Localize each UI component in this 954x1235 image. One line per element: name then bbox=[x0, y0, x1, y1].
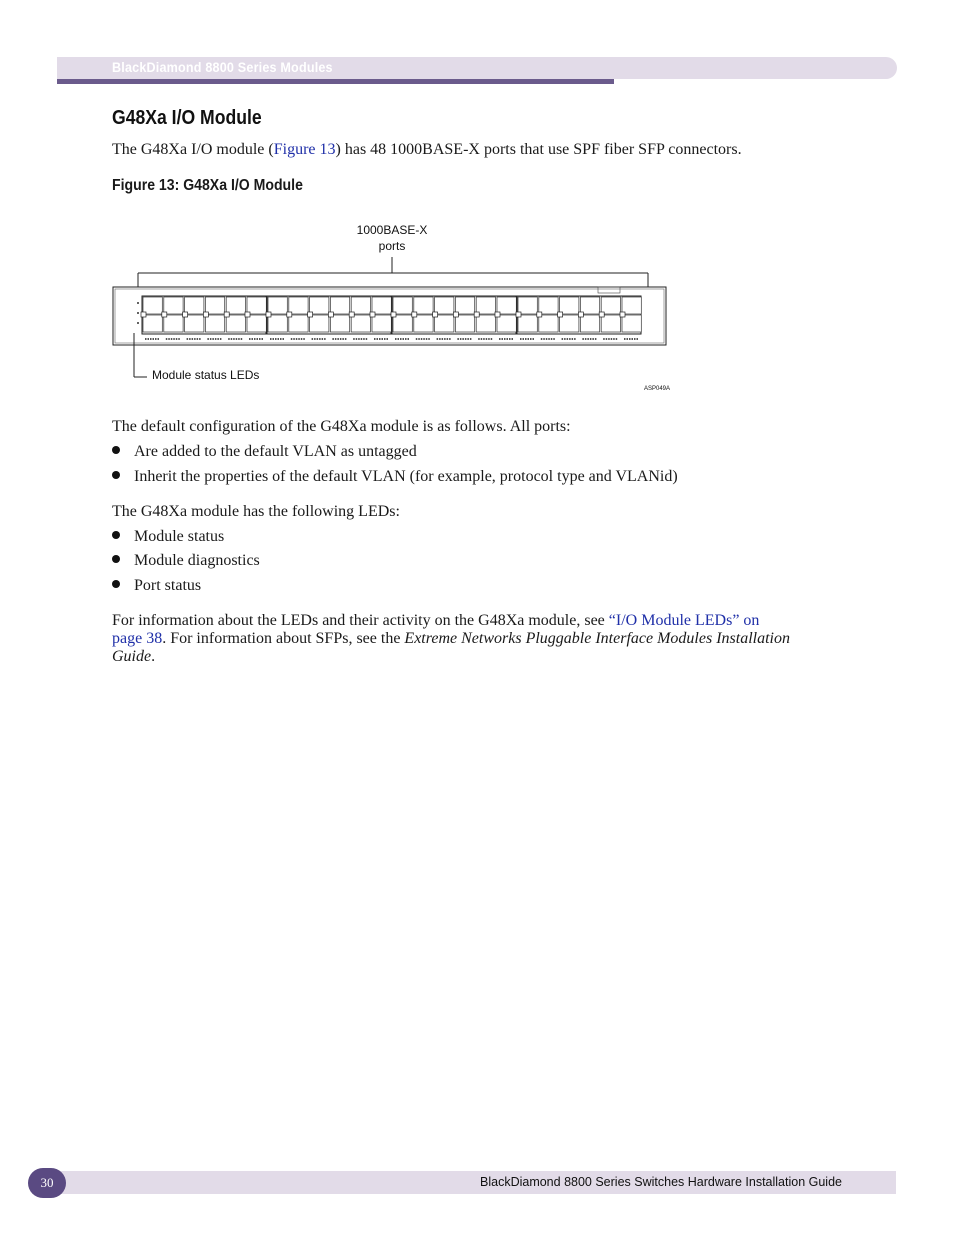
page-38-link[interactable]: page 38 bbox=[112, 630, 163, 647]
sfp-port bbox=[414, 315, 433, 332]
led-item bbox=[112, 528, 224, 546]
port-latch bbox=[578, 312, 583, 317]
port-latch bbox=[516, 312, 521, 317]
figure-13-link[interactable]: Figure 13 bbox=[273, 141, 336, 158]
port-latch bbox=[495, 312, 500, 317]
sfp-port bbox=[622, 315, 641, 332]
sfp-port bbox=[164, 315, 183, 332]
port-latch bbox=[308, 312, 313, 317]
running-header-title: BlackDiamond 8800 Series Modules bbox=[112, 59, 333, 75]
port-latch bbox=[391, 312, 396, 317]
port-latch bbox=[245, 312, 250, 317]
ports-label-line1: 1000BASE-X bbox=[356, 223, 428, 237]
sfp-port bbox=[393, 315, 412, 332]
port-latch bbox=[453, 312, 458, 317]
port-latch bbox=[474, 312, 479, 317]
sfp-port bbox=[580, 315, 599, 332]
led-item-text: Module diagnostics bbox=[134, 552, 260, 569]
port-latch bbox=[620, 312, 625, 317]
bullet-dot bbox=[112, 531, 120, 539]
config-item bbox=[112, 468, 678, 486]
intro-text-before: The G48Xa I/O module ( bbox=[112, 141, 274, 158]
sfp-port bbox=[372, 315, 391, 332]
config-intro: The default configuration of the G48Xa module is as follows. All ports: bbox=[112, 418, 571, 435]
config-item-text: Inherit the properties of the default VLAN (for example, protocol type and VLANid) bbox=[134, 468, 678, 485]
port-latch bbox=[203, 312, 208, 317]
sfp-port bbox=[455, 315, 474, 332]
sfp-port bbox=[601, 315, 620, 332]
sfp-port bbox=[143, 297, 162, 314]
sfp-port bbox=[351, 315, 370, 332]
info-text-2: . For information about SFPs, see the bbox=[162, 630, 405, 647]
led-item-text: Port status bbox=[134, 577, 202, 594]
sfp-port bbox=[476, 297, 495, 314]
bullet-dot bbox=[112, 471, 120, 479]
guide-title-part1: Extreme Networks Pluggable Interface Modules Installation bbox=[404, 630, 790, 647]
sfp-port bbox=[435, 315, 454, 332]
port-latch bbox=[224, 312, 229, 317]
sfp-port bbox=[372, 297, 391, 314]
sfp-port bbox=[539, 315, 558, 332]
sfp-port bbox=[435, 297, 454, 314]
guide-title-part2: Guide bbox=[112, 648, 152, 665]
header-rule bbox=[57, 79, 614, 84]
sfp-port bbox=[226, 297, 245, 314]
led-item bbox=[112, 577, 201, 595]
port-latch bbox=[412, 312, 417, 317]
section-title: G48Xa I/O Module bbox=[112, 107, 262, 129]
port-latch bbox=[162, 312, 167, 317]
info-end: . bbox=[151, 648, 156, 665]
sfp-port bbox=[185, 315, 204, 332]
sfp-port bbox=[268, 297, 287, 314]
sfp-port bbox=[247, 315, 266, 332]
leds-intro: The G48Xa module has the following LEDs: bbox=[112, 503, 400, 520]
sfp-port bbox=[268, 315, 287, 332]
io-module-leds-link[interactable]: “I/O Module LEDs” on bbox=[608, 612, 760, 629]
sfp-port bbox=[330, 297, 349, 314]
ports-label-line2: ports bbox=[378, 239, 406, 253]
sfp-port bbox=[539, 297, 558, 314]
sfp-port bbox=[497, 315, 516, 332]
led-item-text: Module status bbox=[134, 528, 225, 545]
sfp-port bbox=[143, 315, 162, 332]
port-latch bbox=[287, 312, 292, 317]
sfp-port bbox=[205, 315, 224, 332]
figure-code: ASP049A bbox=[644, 386, 671, 392]
port-latch bbox=[183, 312, 188, 317]
sfp-port bbox=[247, 297, 266, 314]
bullet-dot bbox=[112, 555, 120, 563]
sfp-port bbox=[310, 315, 329, 332]
sfp-port bbox=[601, 297, 620, 314]
page-number: 30 bbox=[28, 1168, 66, 1198]
sfp-port bbox=[518, 297, 537, 314]
module-figure bbox=[112, 215, 682, 400]
sfp-port bbox=[226, 315, 245, 332]
sfp-port bbox=[393, 297, 412, 314]
sfp-port bbox=[455, 297, 474, 314]
info-paragraph bbox=[112, 612, 824, 666]
port-latch bbox=[266, 312, 271, 317]
sfp-port bbox=[622, 297, 641, 314]
leds-label: Module status LEDs bbox=[152, 368, 260, 382]
config-item-text: Are added to the default VLAN as untagged bbox=[134, 443, 417, 460]
intro-paragraph bbox=[112, 141, 832, 159]
sfp-port bbox=[518, 315, 537, 332]
intro-text-after: ) has 48 1000BASE-X ports that use SPF fiber SFP connectors. bbox=[335, 141, 742, 158]
bullet-dot bbox=[112, 580, 120, 588]
port-latch bbox=[599, 312, 604, 317]
port-latch bbox=[433, 312, 438, 317]
module-diagram bbox=[112, 215, 682, 400]
sfp-port bbox=[414, 297, 433, 314]
config-item bbox=[112, 443, 417, 461]
sfp-port bbox=[351, 297, 370, 314]
port-latch bbox=[328, 312, 333, 317]
port-latch bbox=[349, 312, 354, 317]
sfp-port bbox=[289, 297, 308, 314]
led-item bbox=[112, 552, 260, 570]
sfp-port bbox=[205, 297, 224, 314]
bullet-dot bbox=[112, 446, 120, 454]
port-latch bbox=[558, 312, 563, 317]
sfp-port bbox=[476, 315, 495, 332]
port-latch bbox=[537, 312, 542, 317]
sfp-port bbox=[310, 297, 329, 314]
sfp-port bbox=[560, 315, 579, 332]
sfp-port bbox=[497, 297, 516, 314]
port-latch bbox=[370, 312, 375, 317]
sfp-port bbox=[560, 297, 579, 314]
sfp-port bbox=[330, 315, 349, 332]
info-text-1: For information about the LEDs and their activity on the G48Xa module, see bbox=[112, 612, 609, 629]
figure-caption: Figure 13: G48Xa I/O Module bbox=[112, 177, 303, 194]
sfp-port bbox=[289, 315, 308, 332]
port-latch bbox=[141, 312, 146, 317]
footer-title: BlackDiamond 8800 Series Switches Hardware Installation Guide bbox=[480, 1175, 842, 1189]
sfp-port bbox=[164, 297, 183, 314]
sfp-port bbox=[185, 297, 204, 314]
sfp-port bbox=[580, 297, 599, 314]
